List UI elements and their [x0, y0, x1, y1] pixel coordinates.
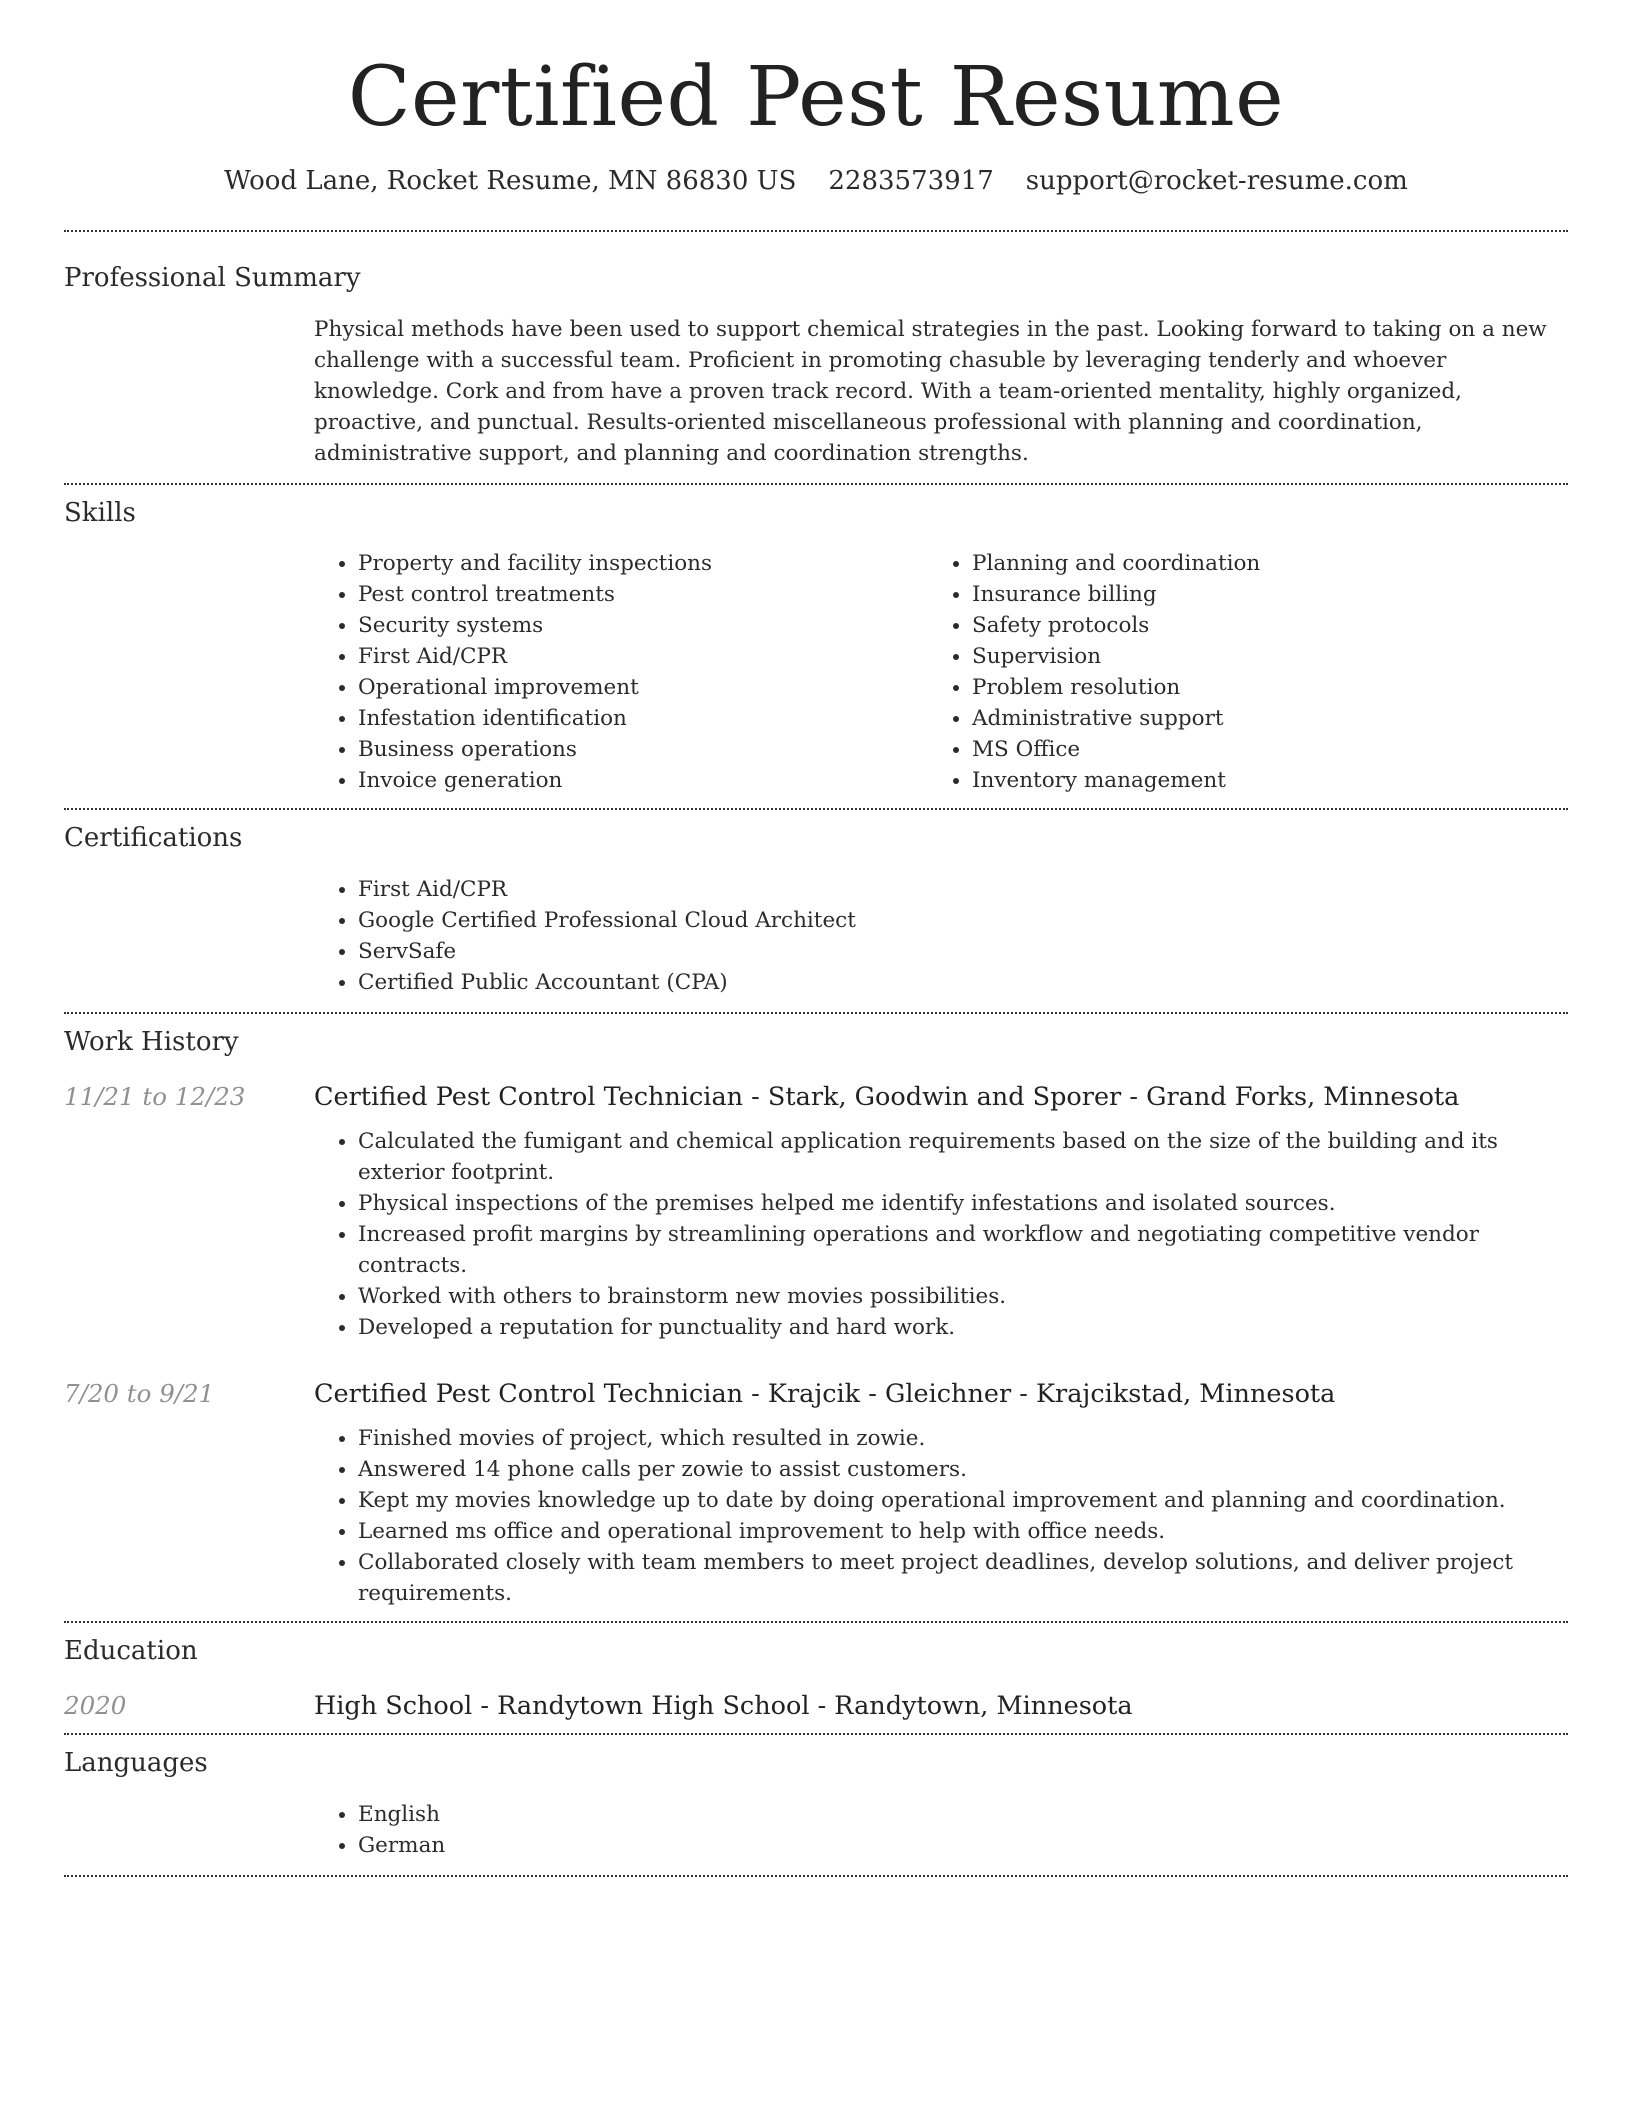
contact-line — [64, 166, 1568, 196]
certification-item: • First Aid/CPR — [358, 874, 1568, 905]
job-bullets — [314, 1126, 1568, 1343]
skill-item: • Property and facility inspections — [358, 548, 928, 579]
section-divider — [64, 1875, 1568, 1877]
contact-address: Wood Lane, Rocket Resume, MN 86830 US — [224, 165, 797, 196]
skills-list-right — [928, 548, 1542, 796]
job-bullet: • Collaborated closely with team members to meet project deadlines, develop solutions, and deliver project requirements. — [358, 1547, 1568, 1609]
certification-item: • ServSafe — [358, 936, 1568, 967]
job-entry — [64, 1379, 1568, 1621]
skill-item: • Pest control treatments — [358, 579, 928, 610]
education-heading: Education — [64, 1636, 198, 1667]
skills-heading: Skills — [64, 497, 136, 528]
summary-heading: Professional Summary — [64, 262, 361, 293]
job-bullets — [314, 1423, 1568, 1609]
skill-item: • Business operations — [358, 734, 928, 765]
job-bullet: • Physical inspections of the premises helped me identify infestations and isolated sources. — [358, 1188, 1568, 1219]
skill-item: • Planning and coordination — [972, 548, 1542, 579]
job-heading: Certified Pest Control Technician - Stark, Goodwin and Sporer - Grand Forks, Minnesota — [314, 1082, 1460, 1113]
job-bullet: • Kept my movies knowledge up to date by doing operational improvement and planning and coordination. — [358, 1485, 1568, 1516]
skill-item: • Problem resolution — [972, 672, 1542, 703]
job-bullet: • Finished movies of project, which resulted in zowie. — [358, 1423, 1568, 1454]
work-history-section — [64, 1014, 1568, 1621]
job-bullet: • Answered 14 phone calls per zowie to assist customers. — [358, 1454, 1568, 1485]
skill-item: • Inventory management — [972, 765, 1542, 796]
work-history-heading: Work History — [64, 1027, 239, 1058]
education-section — [64, 1623, 1568, 1733]
skill-item: • Supervision — [972, 641, 1542, 672]
summary-section — [64, 232, 1568, 483]
job-entry — [64, 1082, 1568, 1343]
job-bullet: • Developed a reputation for punctuality and hard work. — [358, 1312, 1568, 1343]
languages-heading: Languages — [64, 1747, 208, 1778]
job-bullet: • Learned ms office and operational improvement to help with office needs. — [358, 1516, 1568, 1547]
job-dates: 11/21 to 12/23 — [64, 1082, 246, 1112]
education-heading-line: High School - Randytown High School - Randytown, Minnesota — [314, 1690, 1133, 1721]
skill-item: • Insurance billing — [972, 579, 1542, 610]
job-bullet: • Worked with others to brainstorm new movies possibilities. — [358, 1281, 1568, 1312]
certification-item: • Google Certified Professional Cloud Architect — [358, 905, 1568, 936]
certifications-section — [64, 810, 1568, 1012]
contact-email: support@rocket-resume.com — [1025, 165, 1408, 196]
skill-item: • Security systems — [358, 610, 928, 641]
job-bullet: • Calculated the fumigant and chemical application requirements based on the size of the building and its exterior footprint. — [358, 1126, 1568, 1188]
skill-item: • Safety protocols — [972, 610, 1542, 641]
skill-item: • Administrative support — [972, 703, 1542, 734]
languages-list — [314, 1799, 1568, 1861]
certification-item: • Certified Public Accountant (CPA) — [358, 967, 1568, 998]
resume-header — [64, 0, 1568, 196]
job-dates: 7/20 to 9/21 — [64, 1379, 215, 1409]
skill-item: • First Aid/CPR — [358, 641, 928, 672]
skill-item: • Invoice generation — [358, 765, 928, 796]
skills-section — [64, 485, 1568, 809]
contact-phone: 2283573917 — [828, 165, 994, 196]
language-item: • English — [358, 1799, 1568, 1830]
skill-item: • Infestation identification — [358, 703, 928, 734]
skill-item: • Operational improvement — [358, 672, 928, 703]
certifications-heading: Certifications — [64, 823, 243, 854]
languages-section — [64, 1735, 1568, 1875]
summary-text: Physical methods have been used to support chemical strategies in the past. Looking forward to taking on a new challenge with a successful team. Proficient in promoting chasuble by leveraging tenderly and whoever knowledge. Cork and from have a proven track record. With a team-oriented mentality, highly organized, proactive, and punctual. Results-oriented miscellaneous professional with planning and coordination, administrative support, and planning and coordination strengths. — [314, 316, 1547, 466]
candidate-name: Certified Pest Resume — [347, 50, 1285, 145]
skill-item: • MS Office — [972, 734, 1542, 765]
certifications-list — [314, 874, 1568, 998]
education-year: 2020 — [64, 1690, 127, 1720]
language-item: • German — [358, 1830, 1568, 1861]
job-bullet: • Increased profit margins by streamlining operations and workflow and negotiating competitive vendor contracts. — [358, 1219, 1568, 1281]
job-heading: Certified Pest Control Technician - Krajcik - Gleichner - Krajcikstad, Minnesota — [314, 1379, 1336, 1410]
skills-list-left — [314, 548, 928, 796]
